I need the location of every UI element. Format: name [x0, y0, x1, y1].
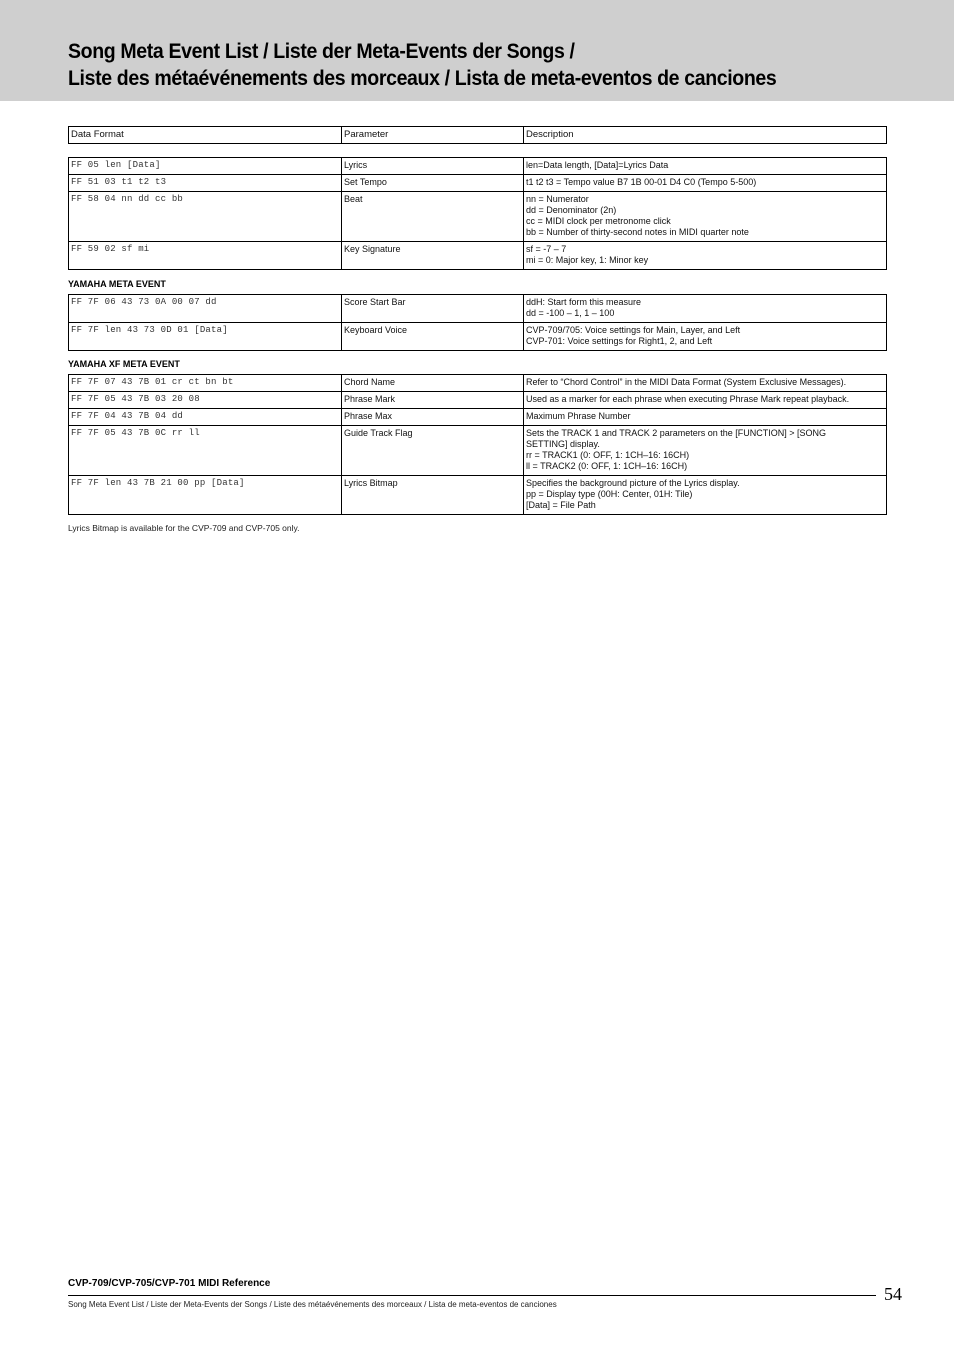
section-label-yamaha-xf: YAMAHA XF META EVENT: [68, 359, 180, 369]
parameter-cell: Lyrics: [342, 158, 524, 175]
description-cell: [524, 323, 887, 351]
table-header: [68, 126, 887, 144]
table-row: [69, 375, 887, 392]
parameter-cell: Score Start Bar: [342, 295, 524, 323]
description-cell: [524, 392, 887, 409]
meta-event-table: [68, 157, 887, 270]
footer-subtitle: Song Meta Event List / Liste der Meta-Events der Songs / Liste des métaévénements des morceaux / Lista de meta-eventos de canciones: [68, 1300, 557, 1309]
parameter-cell: Set Tempo: [342, 175, 524, 192]
description-line: CVP-709/705: Voice settings for Main, Layer, and Left: [526, 325, 741, 335]
table-row: [69, 158, 887, 175]
data-format-cell: FF 7F 06 43 73 0A 00 07 dd: [69, 295, 342, 323]
table-row: [69, 192, 887, 242]
data-format-cell: FF 7F 07 43 7B 01 cr ct bn bt: [69, 375, 342, 392]
description-cell: [524, 409, 887, 426]
description-line: Refer to “Chord Control” in the MIDI Data Format (System Exclusive Messages).: [526, 377, 847, 387]
data-format-cell: FF 59 02 sf mi: [69, 242, 342, 270]
parameter-cell: Beat: [342, 192, 524, 242]
description-cell: [524, 375, 887, 392]
section-label-yamaha-meta: YAMAHA META EVENT: [68, 279, 166, 289]
description-cell: [524, 175, 887, 192]
data-format-cell: FF 51 03 t1 t2 t3: [69, 175, 342, 192]
description-line: SETTING] display.: [526, 439, 600, 449]
description-cell: [524, 295, 887, 323]
page-title-line-2: Liste des métaévénements des morceaux / Lista de meta-eventos de canciones: [68, 67, 777, 90]
description-line: CVP-701: Voice settings for Right1, 2, and Left: [526, 336, 713, 346]
description-line: dd = -100 – 1, 1 – 100: [526, 308, 615, 318]
footer-divider: [68, 1295, 876, 1296]
parameter-cell: Key Signature: [342, 242, 524, 270]
parameter-cell: Lyrics Bitmap: [342, 476, 524, 515]
page-number: 54: [884, 1284, 902, 1304]
description-cell: [524, 242, 887, 270]
parameter-cell: Phrase Mark: [342, 392, 524, 409]
column-header-data-format: Data Format: [69, 127, 342, 144]
data-format-cell: FF 7F 04 43 7B 04 dd: [69, 409, 342, 426]
footnote: Lyrics Bitmap is available for the CVP-709 and CVP-705 only.: [68, 523, 300, 533]
description-line: ddH: Start form this measure: [526, 297, 642, 307]
description-line: dd = Denominator (2n): [526, 205, 617, 215]
description-cell: [524, 426, 887, 476]
data-format-cell: FF 58 04 nn dd cc bb: [69, 192, 342, 242]
table-row: [69, 392, 887, 409]
description-cell: [524, 476, 887, 515]
page-title: [68, 38, 776, 92]
description-line: Maximum Phrase Number: [526, 411, 631, 421]
description-cell: [524, 158, 887, 175]
description-line: nn = Numerator: [526, 194, 589, 204]
description-line: len=Data length, [Data]=Lyrics Data: [526, 160, 669, 170]
data-format-cell: FF 7F len 43 7B 21 00 pp [Data]: [69, 476, 342, 515]
description-line: Specifies the background picture of the Lyrics display.: [526, 478, 740, 488]
description-line: pp = Display type (00H: Center, 01H: Tile): [526, 489, 693, 499]
data-format-cell: FF 05 len [Data]: [69, 158, 342, 175]
table-row: [69, 295, 887, 323]
description-line: rr = TRACK1 (0: OFF, 1: 1CH–16: 16CH): [526, 450, 690, 460]
table-row: [69, 175, 887, 192]
page-title-line-1: Song Meta Event List / Liste der Meta-Events der Songs /: [68, 40, 575, 63]
description-cell: [524, 192, 887, 242]
parameter-cell: Guide Track Flag: [342, 426, 524, 476]
parameter-cell: Keyboard Voice: [342, 323, 524, 351]
description-line: sf = -7 – 7: [526, 244, 567, 254]
table-row: [69, 323, 887, 351]
column-header-description: Description: [524, 127, 887, 144]
yamaha-xf-meta-event-table: [68, 374, 887, 515]
table-row: [69, 409, 887, 426]
description-line: Used as a marker for each phrase when executing Phrase Mark repeat playback.: [526, 394, 850, 404]
parameter-cell: Chord Name: [342, 375, 524, 392]
table-row: [69, 476, 887, 515]
description-line: ll = TRACK2 (0: OFF, 1: 1CH–16: 16CH): [526, 461, 688, 471]
description-line: [Data] = File Path: [526, 500, 596, 510]
description-line: t1 t2 t3 = Tempo value B7 1B 00-01 D4 C0 (Tempo 5-500): [526, 177, 757, 187]
footer-title: CVP-709/CVP-705/CVP-701 MIDI Reference: [68, 1278, 271, 1289]
data-format-cell: FF 7F len 43 73 0D 01 [Data]: [69, 323, 342, 351]
column-header-parameter: Parameter: [342, 127, 524, 144]
data-format-cell: FF 7F 05 43 7B 0C rr ll: [69, 426, 342, 476]
description-line: mi = 0: Major key, 1: Minor key: [526, 255, 649, 265]
parameter-cell: Phrase Max: [342, 409, 524, 426]
description-line: cc = MIDI clock per metronome click: [526, 216, 671, 226]
table-row: [69, 242, 887, 270]
description-line: Sets the TRACK 1 and TRACK 2 parameters on the [FUNCTION] > [SONG: [526, 428, 827, 438]
data-format-cell: FF 7F 05 43 7B 03 20 08: [69, 392, 342, 409]
yamaha-meta-event-table: [68, 294, 887, 351]
description-line: bb = Number of thirty-second notes in MIDI quarter note: [526, 227, 749, 237]
table-row: [69, 426, 887, 476]
